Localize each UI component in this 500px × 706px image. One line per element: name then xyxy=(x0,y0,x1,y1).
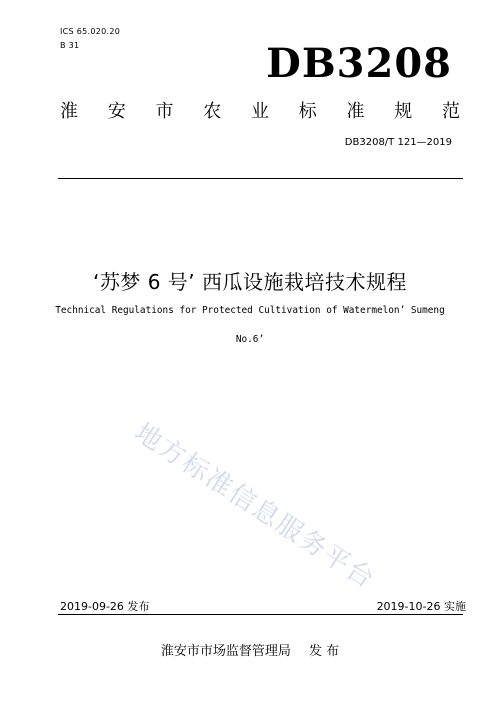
standard-type-char: 业 xyxy=(251,101,269,122)
watermark xyxy=(125,415,415,595)
standard-number: DB3208/T 121—2019 xyxy=(344,137,452,148)
standard-type-char: 安 xyxy=(107,101,126,122)
issue-word: 发 布 xyxy=(308,644,340,659)
standard-type-char: 准 xyxy=(346,101,365,122)
issue-date: 2019-09-26 发布 xyxy=(60,600,150,613)
top-divider xyxy=(58,178,463,179)
standard-code-title: DB3208 xyxy=(266,40,452,87)
standard-type-char: 规 xyxy=(394,101,413,122)
watermark-text: 地方标准信息服务平台 xyxy=(129,417,381,595)
ccs-code: B 31 xyxy=(60,41,80,50)
document-title-chinese: ‘苏梦 6 号’ 西瓜设施栽培技术规程 xyxy=(92,270,407,294)
standard-type-char: 农 xyxy=(203,101,222,122)
document-title-english: Technical Regulations for Protected Cultivation of Watermelon’ Sumeng xyxy=(55,305,445,316)
standard-type-char: 标 xyxy=(298,101,317,122)
standard-type-char: 淮 xyxy=(60,101,78,122)
issuing-authority-line xyxy=(0,640,500,659)
bottom-divider xyxy=(58,614,463,615)
standard-type-heading xyxy=(60,97,460,123)
standard-type-char: 范 xyxy=(442,101,460,122)
document-title-english-continued: No.6’ xyxy=(235,334,265,345)
implementation-date: 2019-10-26 实施 xyxy=(376,600,466,613)
standard-type-char: 市 xyxy=(155,101,174,122)
ics-code: ICS 65.020.20 xyxy=(60,27,121,36)
issuing-authority: 淮安市市场监督管理局 xyxy=(160,644,291,659)
